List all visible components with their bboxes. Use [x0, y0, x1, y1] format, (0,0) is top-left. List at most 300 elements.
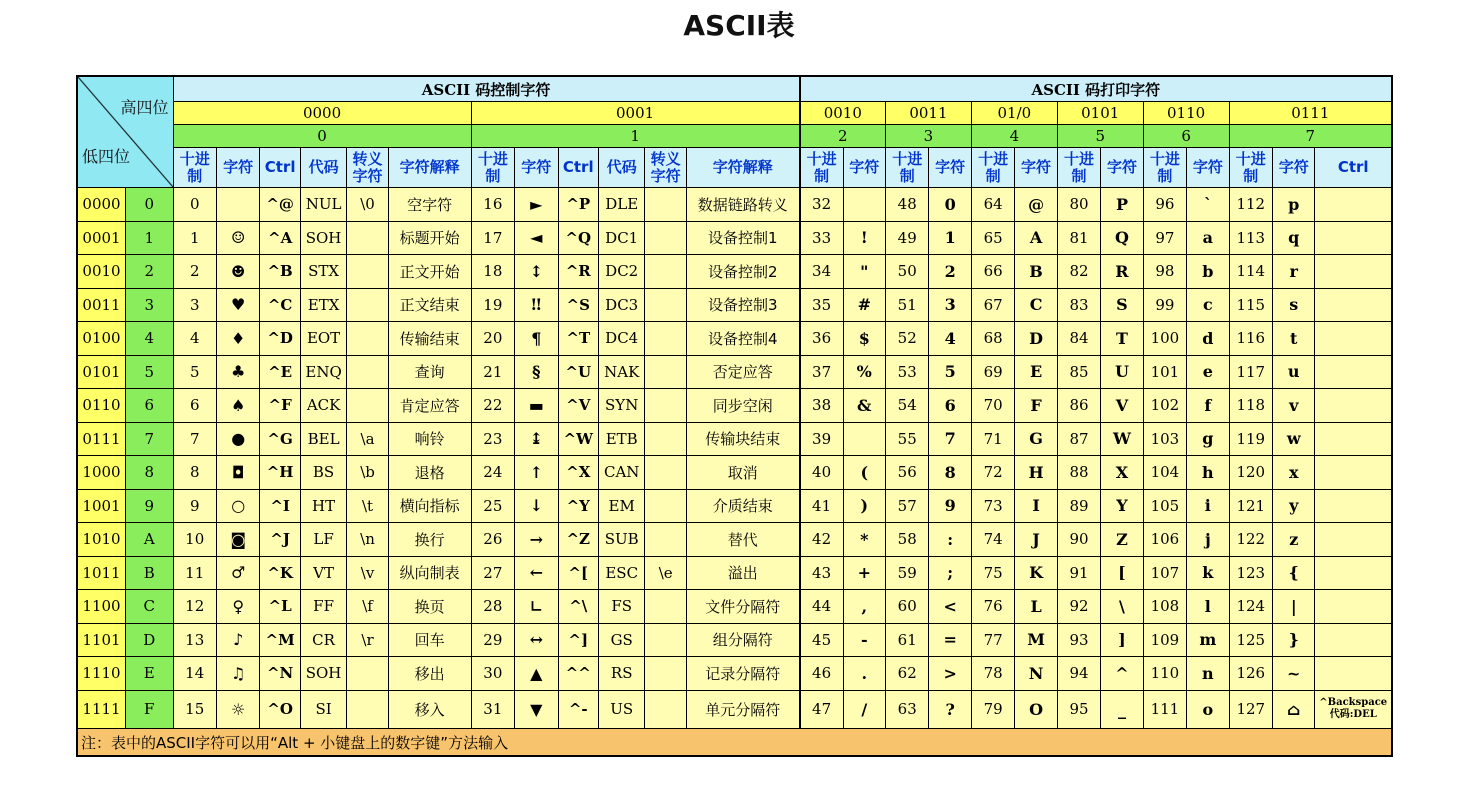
char-cell: R	[1101, 255, 1143, 289]
code-cell: EM	[598, 489, 644, 523]
char-cell: l	[1187, 590, 1229, 624]
code-cell: NAK	[598, 355, 644, 389]
escape-cell: \a	[347, 422, 388, 456]
col-header-dec: 十进制	[1057, 148, 1100, 188]
dec-cell: 118	[1229, 389, 1272, 423]
code-cell: CAN	[598, 456, 644, 490]
escape-cell	[347, 690, 388, 728]
code-cell: DC1	[598, 221, 644, 255]
code-cell: LF	[300, 523, 346, 557]
symbol-cell: ▬	[515, 389, 558, 423]
description-cell: 退格	[388, 456, 471, 490]
description-cell: 回车	[388, 623, 471, 657]
dec-cell: 115	[1229, 288, 1272, 322]
ctrl-key-cell: ^L	[260, 590, 300, 624]
char-cell: 4	[929, 322, 971, 356]
high-hex-4: 4	[971, 125, 1057, 148]
low-hex-cell: 5	[126, 355, 174, 389]
description-cell: 纵向制表	[388, 556, 471, 590]
char-cell: :	[929, 523, 971, 557]
description-cell: 记录分隔符	[686, 657, 799, 691]
dec-cell: 90	[1057, 523, 1100, 557]
symbol-cell: ↑	[515, 456, 558, 490]
low-bin-cell: 0001	[77, 221, 126, 255]
dec-cell: 73	[971, 489, 1014, 523]
dec-cell: 78	[971, 657, 1014, 691]
table-footnote: 注：表中的ASCII字符可以用“Alt + 小键盘上的数字键”方法输入	[77, 729, 1392, 757]
char-cell: p	[1273, 188, 1315, 222]
description-cell: 溢出	[686, 556, 799, 590]
table-row	[77, 590, 1392, 624]
code-cell: SYN	[598, 389, 644, 423]
dec-cell: 110	[1143, 657, 1186, 691]
ctrl-key-cell: ^Y	[558, 489, 598, 523]
low-bin-cell: 1011	[77, 556, 126, 590]
dec-cell: 30	[471, 657, 514, 691]
symbol-cell: →	[515, 523, 558, 557]
escape-cell	[645, 322, 686, 356]
dec-cell: 51	[886, 288, 929, 322]
table-row	[77, 623, 1392, 657]
dec-cell: 48	[886, 188, 929, 222]
char-cell: d	[1187, 322, 1229, 356]
symbol-cell: ◙	[216, 523, 259, 557]
dec-cell: 70	[971, 389, 1014, 423]
char-cell: &	[843, 389, 885, 423]
ctrl-key-cell: ^P	[558, 188, 598, 222]
symbol-cell: ↔	[515, 623, 558, 657]
char-cell: |	[1273, 590, 1315, 624]
del-note-cell	[1315, 590, 1392, 624]
col-header-dec: 十进制	[971, 148, 1014, 188]
char-cell: Q	[1101, 221, 1143, 255]
dec-cell: 57	[886, 489, 929, 523]
low-hex-cell: 0	[126, 188, 174, 222]
char-cell: [	[1101, 556, 1143, 590]
table-row	[77, 288, 1392, 322]
low-hex-cell: 1	[126, 221, 174, 255]
description-cell: 正文结束	[388, 288, 471, 322]
ctrl-key-cell: ^M	[260, 623, 300, 657]
col-header-code: 代码	[598, 148, 644, 188]
dec-cell: 46	[800, 657, 843, 691]
dec-cell: 127	[1229, 690, 1272, 728]
escape-cell	[645, 255, 686, 289]
char-cell: *	[843, 523, 885, 557]
high-bin-7: 0111	[1229, 102, 1392, 125]
char-cell: m	[1187, 623, 1229, 657]
char-cell: N	[1015, 657, 1057, 691]
char-cell: Y	[1101, 489, 1143, 523]
escape-cell	[645, 690, 686, 728]
low-bin-cell: 0111	[77, 422, 126, 456]
dec-cell: 22	[471, 389, 514, 423]
dec-cell: 47	[800, 690, 843, 728]
char-cell: c	[1187, 288, 1229, 322]
dec-cell: 102	[1143, 389, 1186, 423]
ctrl-key-cell: ^R	[558, 255, 598, 289]
ascii-table	[76, 75, 1393, 757]
high-bin-6: 0110	[1143, 102, 1229, 125]
dec-cell: 67	[971, 288, 1014, 322]
escape-cell	[347, 255, 388, 289]
code-cell: GS	[598, 623, 644, 657]
dec-cell: 34	[800, 255, 843, 289]
description-cell: 换页	[388, 590, 471, 624]
char-cell: ^	[1101, 657, 1143, 691]
low-bin-cell: 0101	[77, 355, 126, 389]
low-hex-cell: 2	[126, 255, 174, 289]
low-nibble-label: 低四位	[82, 147, 131, 166]
description-cell: 肯定应答	[388, 389, 471, 423]
ctrl-key-cell: ^V	[558, 389, 598, 423]
low-bin-cell: 1010	[77, 523, 126, 557]
dec-cell: 95	[1057, 690, 1100, 728]
ctrl-key-cell: ^U	[558, 355, 598, 389]
high-hex-5: 5	[1057, 125, 1143, 148]
char-cell: s	[1273, 288, 1315, 322]
dec-cell: 18	[471, 255, 514, 289]
char-cell: A	[1015, 221, 1057, 255]
escape-cell	[645, 188, 686, 222]
low-hex-cell: 3	[126, 288, 174, 322]
high-bin-5: 0101	[1057, 102, 1143, 125]
char-cell: 6	[929, 389, 971, 423]
table-row	[77, 355, 1392, 389]
dec-cell: 38	[800, 389, 843, 423]
symbol-cell: ↕	[515, 255, 558, 289]
char-cell: $	[843, 322, 885, 356]
dec-cell: 60	[886, 590, 929, 624]
dec-cell: 91	[1057, 556, 1100, 590]
code-cell: DC2	[598, 255, 644, 289]
code-cell: CR	[300, 623, 346, 657]
table-row	[77, 690, 1392, 728]
del-note-cell	[1315, 523, 1392, 557]
description-cell: 取消	[686, 456, 799, 490]
char-cell: /	[843, 690, 885, 728]
col-header-dec: 十进制	[173, 148, 216, 188]
escape-cell: \e	[645, 556, 686, 590]
code-cell: ESC	[598, 556, 644, 590]
description-cell: 移入	[388, 690, 471, 728]
table-row	[77, 255, 1392, 289]
char-cell: h	[1187, 456, 1229, 490]
low-hex-cell: 8	[126, 456, 174, 490]
ctrl-key-cell: ^X	[558, 456, 598, 490]
code-cell: DLE	[598, 188, 644, 222]
code-cell: ACK	[300, 389, 346, 423]
dec-cell: 41	[800, 489, 843, 523]
ctrl-key-cell: ^J	[260, 523, 300, 557]
ctrl-key-cell: ^Q	[558, 221, 598, 255]
symbol-cell: ♣	[216, 355, 259, 389]
dec-cell: 27	[471, 556, 514, 590]
dec-cell: 97	[1143, 221, 1186, 255]
description-cell: 查询	[388, 355, 471, 389]
dec-cell: 109	[1143, 623, 1186, 657]
char-cell: v	[1273, 389, 1315, 423]
char-cell: 0	[929, 188, 971, 222]
del-note-cell	[1315, 288, 1392, 322]
char-cell: ]	[1101, 623, 1143, 657]
dec-cell: 93	[1057, 623, 1100, 657]
escape-cell	[645, 657, 686, 691]
col-header-ctrl: Ctrl	[1315, 148, 1392, 188]
dec-cell: 44	[800, 590, 843, 624]
char-cell: E	[1015, 355, 1057, 389]
dec-cell: 20	[471, 322, 514, 356]
dec-cell: 89	[1057, 489, 1100, 523]
dec-cell: 120	[1229, 456, 1272, 490]
escape-cell: \0	[347, 188, 388, 222]
dec-cell: 124	[1229, 590, 1272, 624]
del-note-cell	[1315, 221, 1392, 255]
ctrl-key-cell: ^D	[260, 322, 300, 356]
dec-cell: 69	[971, 355, 1014, 389]
ctrl-key-cell: ^@	[260, 188, 300, 222]
dec-cell: 42	[800, 523, 843, 557]
char-cell: \	[1101, 590, 1143, 624]
low-bin-cell: 0000	[77, 188, 126, 222]
char-cell: G	[1015, 422, 1057, 456]
dec-cell: 15	[173, 690, 216, 728]
char-cell	[843, 422, 885, 456]
char-cell: <	[929, 590, 971, 624]
ctrl-key-cell: ^I	[260, 489, 300, 523]
escape-cell	[645, 389, 686, 423]
char-cell: {	[1273, 556, 1315, 590]
escape-cell	[645, 623, 686, 657]
symbol-cell: ▲	[515, 657, 558, 691]
escape-cell	[645, 288, 686, 322]
escape-cell: \v	[347, 556, 388, 590]
escape-cell	[645, 221, 686, 255]
char-cell: P	[1101, 188, 1143, 222]
symbol-cell: ◄	[515, 221, 558, 255]
char-cell: r	[1273, 255, 1315, 289]
dec-cell: 7	[173, 422, 216, 456]
dec-cell: 121	[1229, 489, 1272, 523]
char-cell: 7	[929, 422, 971, 456]
col-header-dec: 十进制	[1143, 148, 1186, 188]
char-cell: )	[843, 489, 885, 523]
escape-cell	[347, 355, 388, 389]
dec-cell: 33	[800, 221, 843, 255]
ctrl-key-cell: ^E	[260, 355, 300, 389]
dec-cell: 116	[1229, 322, 1272, 356]
description-cell: 设备控制3	[686, 288, 799, 322]
description-cell: 设备控制4	[686, 322, 799, 356]
description-cell: 单元分隔符	[686, 690, 799, 728]
col-header-esc: 转义字符	[347, 148, 388, 188]
char-cell: ⌂	[1273, 690, 1315, 728]
low-bin-cell: 1100	[77, 590, 126, 624]
symbol-cell: ♫	[216, 657, 259, 691]
symbol-cell: ←	[515, 556, 558, 590]
dec-cell: 74	[971, 523, 1014, 557]
dec-cell: 6	[173, 389, 216, 423]
description-cell: 否定应答	[686, 355, 799, 389]
char-cell: g	[1187, 422, 1229, 456]
table-row	[77, 523, 1392, 557]
dec-cell: 100	[1143, 322, 1186, 356]
dec-cell: 1	[173, 221, 216, 255]
low-hex-cell: E	[126, 657, 174, 691]
code-cell: BEL	[300, 422, 346, 456]
char-cell: k	[1187, 556, 1229, 590]
description-cell: 换行	[388, 523, 471, 557]
dec-cell: 82	[1057, 255, 1100, 289]
char-cell: w	[1273, 422, 1315, 456]
dec-cell: 32	[800, 188, 843, 222]
col-header-dec: 十进制	[886, 148, 929, 188]
col-header-char: 字符	[216, 148, 259, 188]
char-cell: ~	[1273, 657, 1315, 691]
high-bin-3: 0011	[886, 102, 972, 125]
table-row	[77, 556, 1392, 590]
escape-cell: \f	[347, 590, 388, 624]
ctrl-key-cell: ^Z	[558, 523, 598, 557]
dec-cell: 71	[971, 422, 1014, 456]
char-cell: n	[1187, 657, 1229, 691]
escape-cell	[645, 590, 686, 624]
code-cell: SUB	[598, 523, 644, 557]
char-cell: t	[1273, 322, 1315, 356]
page-title: ASCII表	[683, 9, 795, 42]
ctrl-key-cell: ^W	[558, 422, 598, 456]
char-cell: q	[1273, 221, 1315, 255]
low-bin-cell: 0100	[77, 322, 126, 356]
description-cell: 组分隔符	[686, 623, 799, 657]
high-hex-1: 1	[471, 125, 799, 148]
symbol-cell: ●	[216, 422, 259, 456]
dec-cell: 119	[1229, 422, 1272, 456]
col-header-desc: 字符解释	[686, 148, 799, 188]
del-note-cell	[1315, 422, 1392, 456]
dec-cell: 126	[1229, 657, 1272, 691]
char-cell: #	[843, 288, 885, 322]
symbol-cell: ‼	[515, 288, 558, 322]
dec-cell: 107	[1143, 556, 1186, 590]
symbol-cell: ☼	[216, 690, 259, 728]
code-cell: FF	[300, 590, 346, 624]
dec-cell: 36	[800, 322, 843, 356]
dec-cell: 62	[886, 657, 929, 691]
char-cell: O	[1015, 690, 1057, 728]
escape-cell	[645, 456, 686, 490]
dec-cell: 98	[1143, 255, 1186, 289]
low-hex-cell: 6	[126, 389, 174, 423]
low-hex-cell: C	[126, 590, 174, 624]
escape-cell: \b	[347, 456, 388, 490]
char-cell: y	[1273, 489, 1315, 523]
low-bin-cell: 0010	[77, 255, 126, 289]
dec-cell: 13	[173, 623, 216, 657]
char-cell: Z	[1101, 523, 1143, 557]
table-row	[77, 221, 1392, 255]
escape-cell	[645, 355, 686, 389]
table-row	[77, 322, 1392, 356]
high-bin-1: 0001	[471, 102, 799, 125]
dec-cell: 56	[886, 456, 929, 490]
char-cell: J	[1015, 523, 1057, 557]
symbol-cell: ♦	[216, 322, 259, 356]
code-cell: EOT	[300, 322, 346, 356]
dec-cell: 5	[173, 355, 216, 389]
char-cell: @	[1015, 188, 1057, 222]
dec-cell: 125	[1229, 623, 1272, 657]
col-header-char: 字符	[1187, 148, 1229, 188]
description-cell: 标题开始	[388, 221, 471, 255]
char-cell: `	[1187, 188, 1229, 222]
dec-cell: 63	[886, 690, 929, 728]
char-cell: .	[843, 657, 885, 691]
dec-cell: 40	[800, 456, 843, 490]
symbol-cell: ∟	[515, 590, 558, 624]
dec-cell: 108	[1143, 590, 1186, 624]
char-cell: K	[1015, 556, 1057, 590]
code-cell: STX	[300, 255, 346, 289]
dec-cell: 31	[471, 690, 514, 728]
description-cell: 同步空闲	[686, 389, 799, 423]
ctrl-key-cell: ^K	[260, 556, 300, 590]
char-cell: 5	[929, 355, 971, 389]
description-cell: 正文开始	[388, 255, 471, 289]
low-hex-cell: A	[126, 523, 174, 557]
char-cell: U	[1101, 355, 1143, 389]
dec-cell: 35	[800, 288, 843, 322]
col-header-char: 字符	[929, 148, 971, 188]
dec-cell: 28	[471, 590, 514, 624]
dec-cell: 55	[886, 422, 929, 456]
char-cell: b	[1187, 255, 1229, 289]
char-cell: %	[843, 355, 885, 389]
ctrl-key-cell: ^N	[260, 657, 300, 691]
ctrl-key-cell: ^[	[558, 556, 598, 590]
symbol-cell: ¶	[515, 322, 558, 356]
escape-cell	[347, 221, 388, 255]
char-cell: o	[1187, 690, 1229, 728]
low-bin-cell: 1000	[77, 456, 126, 490]
dec-cell: 96	[1143, 188, 1186, 222]
col-header-code: 代码	[300, 148, 346, 188]
char-cell: 2	[929, 255, 971, 289]
char-cell: (	[843, 456, 885, 490]
ctrl-key-cell: ^]	[558, 623, 598, 657]
col-header-char: 字符	[1101, 148, 1143, 188]
low-hex-cell: 7	[126, 422, 174, 456]
high-hex-3: 3	[886, 125, 972, 148]
dec-cell: 10	[173, 523, 216, 557]
high-bin-0: 0000	[173, 102, 471, 125]
dec-cell: 80	[1057, 188, 1100, 222]
del-note-cell	[1315, 489, 1392, 523]
symbol-cell: ☺	[216, 221, 259, 255]
description-cell: 移出	[388, 657, 471, 691]
dec-cell: 2	[173, 255, 216, 289]
col-header-ctrl: Ctrl	[260, 148, 300, 188]
table-row	[77, 422, 1392, 456]
symbol-cell: ○	[216, 489, 259, 523]
col-header-desc: 字符解释	[388, 148, 471, 188]
high-hex-7: 7	[1229, 125, 1392, 148]
code-cell: VT	[300, 556, 346, 590]
low-bin-cell: 0011	[77, 288, 126, 322]
description-cell: 介质结束	[686, 489, 799, 523]
description-cell: 横向指标	[388, 489, 471, 523]
dec-cell: 117	[1229, 355, 1272, 389]
